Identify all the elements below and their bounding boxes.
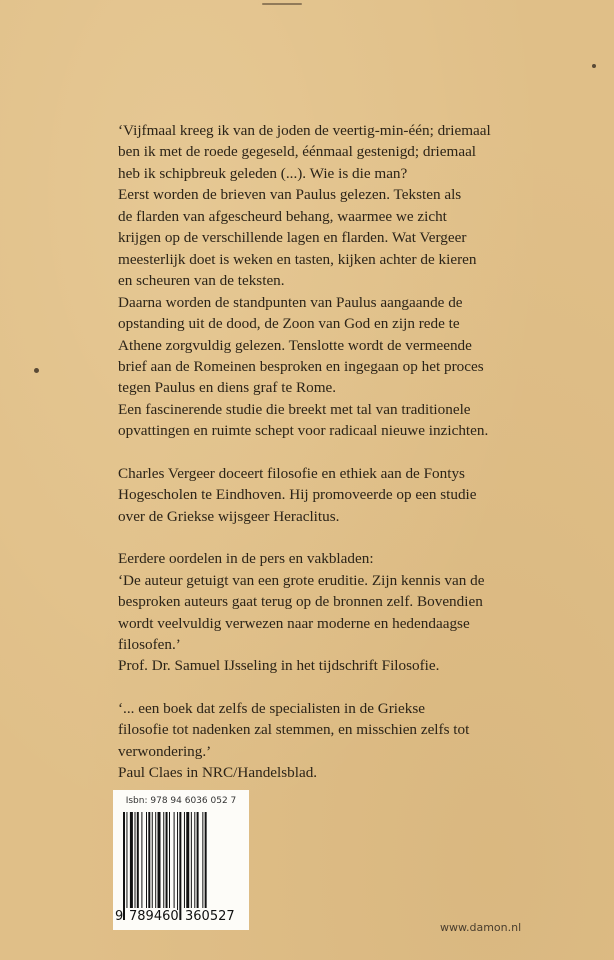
text-line: tegen Paulus en diens graf te Rome. xyxy=(118,379,337,397)
barcode-bar xyxy=(197,812,199,908)
barcode-bar xyxy=(184,812,185,908)
barcode-bar xyxy=(202,812,203,908)
barcode-digit-first: 9 xyxy=(115,909,124,924)
paragraph xyxy=(118,463,588,527)
barcode-bar xyxy=(174,812,175,908)
barcode-bar xyxy=(137,812,139,908)
text-line: filosofie tot nadenken zal stemmen, en misschien zelfs tot xyxy=(118,721,470,739)
text-line: Eerst worden de brieven van Paulus gelezen. Teksten als xyxy=(118,186,462,204)
text-line: heb ik schipbreuk geleden (...). Wie is die man? xyxy=(118,164,408,182)
isbn-label: Isbn: 978 94 6036 052 7 xyxy=(125,796,237,806)
barcode-bar xyxy=(191,812,192,908)
barcode-bar xyxy=(166,812,168,908)
barcode-bar xyxy=(169,812,170,908)
barcode-bar xyxy=(179,812,181,920)
text-line: ben ik met de roede gegeseld, éénmaal gestenigd; driemaal xyxy=(118,143,477,161)
back-cover-text xyxy=(118,120,588,805)
publisher-website: www.damon.nl xyxy=(440,921,522,934)
barcode-bar xyxy=(152,812,153,908)
barcode-bar xyxy=(158,812,161,908)
text-line: meesterlijk doet is weken en tasten, kijken achter de kieren xyxy=(118,250,477,268)
barcode-bar xyxy=(130,812,133,908)
text-line: en scheuren van de teksten. xyxy=(118,272,285,290)
barcode-bar xyxy=(135,812,136,908)
text-line: de flarden van afgescheurd behang, waarmee we zicht xyxy=(118,207,447,225)
top-mark xyxy=(262,3,302,5)
text-line: verwondering.’ xyxy=(118,742,212,760)
isbn-barcode xyxy=(113,790,249,930)
text-line: Een fascinerende studie die breekt met tal van traditionele xyxy=(118,400,471,418)
barcode-bar xyxy=(148,812,150,908)
barcode-bar xyxy=(177,812,178,920)
barcode-bar xyxy=(155,812,156,908)
text-line: Charles Vergeer doceert filosofie en ethiek aan de Fontys xyxy=(118,464,465,482)
text-line: over de Griekse wijsgeer Heraclitus. xyxy=(118,507,340,525)
barcode-bar xyxy=(123,812,125,920)
barcode-bar xyxy=(205,812,207,908)
barcode-digits-left: 789460 xyxy=(129,909,179,924)
text-line: Daarna worden de standpunten van Paulus aangaande de xyxy=(118,293,463,311)
text-line: Athene zorgvuldig gelezen. Tenslotte wordt de vermeende xyxy=(118,336,472,354)
paragraph xyxy=(118,548,588,677)
barcode-bar xyxy=(186,812,189,908)
barcode-digits-right: 360527 xyxy=(185,909,235,924)
text-line: filosofen.’ xyxy=(118,635,181,653)
text-line: opvattingen en ruimte schept voor radicaal nieuwe inzichten. xyxy=(118,422,489,440)
text-line: Hogescholen te Eindhoven. Hij promoveerde op een studie xyxy=(118,486,477,504)
print-speck xyxy=(592,64,596,68)
barcode-bar xyxy=(126,812,127,908)
barcode-bar xyxy=(194,812,195,908)
text-line: brief aan de Romeinen besproken en ingegaan op het proces xyxy=(118,357,484,375)
text-line: opstanding uit de dood, de Zoon van God en zijn rede te xyxy=(118,315,460,333)
text-line: krijgen op de verschillende lagen en flarden. Wat Vergeer xyxy=(118,229,467,247)
text-line: ‘... een boek dat zelfs de specialisten in de Griekse xyxy=(118,699,426,717)
barcode-bars xyxy=(123,812,239,920)
text-line: Paul Claes in NRC/Handelsblad. xyxy=(118,764,318,782)
barcode-bar xyxy=(141,812,142,908)
text-line: Prof. Dr. Samuel IJsseling in het tijdschrift Filosofie. xyxy=(118,657,440,675)
barcode-bar xyxy=(146,812,147,908)
paragraph xyxy=(118,120,588,442)
text-line: wordt veelvuldig verwezen naar moderne en hedendaagse xyxy=(118,614,470,632)
barcode-bar xyxy=(163,812,164,908)
paragraph xyxy=(118,698,588,784)
text-line: ‘Vijfmaal kreeg ik van de joden de veertig-min-één; driemaal xyxy=(118,122,491,139)
print-speck xyxy=(34,368,39,373)
text-line: Eerdere oordelen in de pers en vakbladen: xyxy=(118,550,374,568)
text-line: ‘De auteur getuigt van een grote eruditie. Zijn kennis van de xyxy=(118,571,485,589)
text-line: besproken auteurs gaat terug op de bronnen zelf. Bovendien xyxy=(118,593,483,611)
